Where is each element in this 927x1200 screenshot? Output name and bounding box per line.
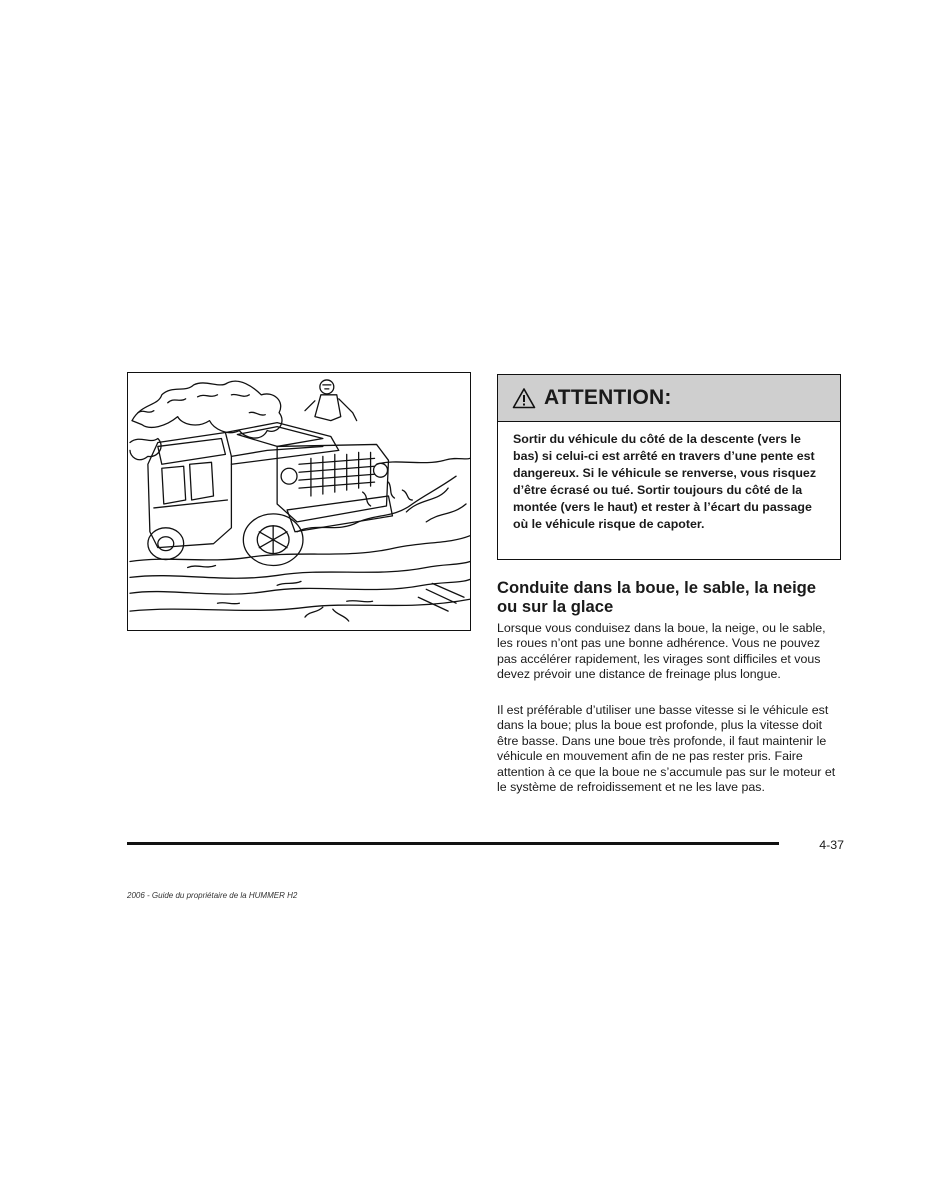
vehicle-mud-illustration — [127, 372, 471, 631]
footer-rule — [127, 842, 779, 845]
warning-box — [497, 374, 841, 560]
page-number: 4-37 — [819, 838, 844, 852]
footer-caption: 2006 - Guide du propriétaire de la HUMMER H2 — [127, 891, 298, 900]
warning-triangle-icon — [512, 387, 536, 409]
warning-header — [498, 375, 840, 422]
warning-body: Sortir du véhicule du côté de la descente (vers le bas) si celui-ci est arrêté en travers d’une pente est dangereux. Si le véhicule se renverse, vous risquez d’être écrasé ou tué. Sortir toujours du côté de la montée (vers le haut) et rester à l’écart du passage où le véhicule risque de capoter. — [513, 432, 817, 531]
section-heading: Conduite dans la boue, le sable, la neige ou sur la glace — [497, 578, 817, 616]
body-paragraph-1: Lorsque vous conduisez dans la boue, la neige, ou le sable, les roues n’ont pas une bonne adhérence. Vous ne pouvez pas accélérer rapidement, les virages sont difficiles et vous devez prévoir une distance de freinage plus longue. — [497, 621, 826, 682]
body-paragraph-2: Il est préférable d’utiliser une basse vitesse si le véhicule est dans la boue; plus la boue est profonde, plus la vitesse doit être basse. Dans une boue très profonde, il faut maintenir le véhicule en mouvement afin de ne pas rester pris. Faire attention à ce que la boue ne s’accumule pas sur le moteur et le système de refroidissement et ne les lave pas. — [497, 703, 836, 795]
warning-title: ATTENTION: — [544, 386, 672, 409]
